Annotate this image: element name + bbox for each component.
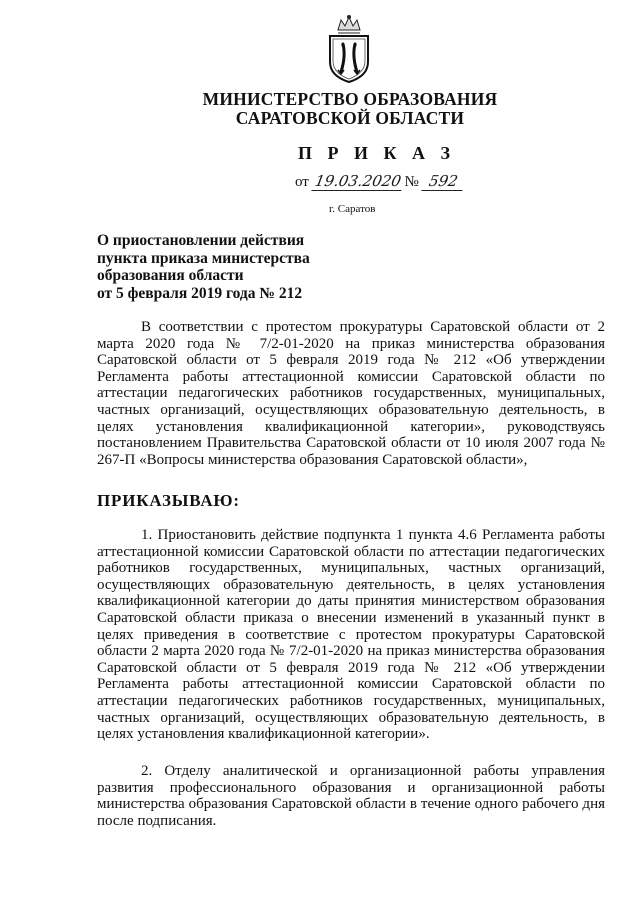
preamble-paragraph: В соответствии с протестом прокуратуры Саратовской области от 2 марта 2020 года № 7/2-01-2020 на приказ министерства образования Саратовской области от 5 февраля 2019 года № 212 «Об утверждении Регламента работы аттестационной комиссии Саратовской области по аттестации педагогических работников государственных, муниципальных, частных организаций, осуществляющих образовательную деятельность, в целях установления квалификационной категории», руководствуясь постановлением Правительства Саратовской области от 10 июля 2007 года № 267-П «Вопросы министерства образования Саратовской области»,	[97, 319, 605, 468]
subject-line: от 5 февраля 2019 года № 212	[97, 284, 303, 302]
document-type-title: П Р И К А З	[298, 143, 456, 163]
date-prefix: от	[295, 174, 309, 190]
handwritten-date: 19.03.2020	[311, 172, 404, 191]
number-prefix: №	[404, 174, 419, 190]
order-item-1: 1. Приостановить действие подпункта 1 пункта 4.6 Регламента работы аттестационной комиссии Саратовской области по аттестации педагогических работников государственных, муниципальных, частных организаций, осуществляющих образовательную деятельность, в целях установления квалификационной категории до даты принятия министерством образования Саратовской области приказа о внесении изменений в указанный пункт в целях приведения в соответствие с протестом прокуратуры Саратовской области 2 марта 2020 года № 7/2-01-2020 на приказ министерства образования Саратовской области от 5 февраля 2019 года № 212 «Об утверждении Регламента работы аттестационной комиссии Саратовской области по аттестации педагогических работников государственных, муниципальных, частных организаций, осуществляющих образовательную деятельность, в целях установления квалификационной категории».	[97, 527, 605, 743]
ministry-name-line2: САРАТОВСКОЙ ОБЛАСТИ	[235, 108, 465, 128]
order-subject	[97, 232, 357, 302]
subject-line: образования области	[97, 267, 244, 284]
command-heading: ПРИКАЗЫВАЮ:	[97, 491, 240, 510]
subject-line: пункта приказа министерства	[97, 249, 310, 267]
order-item-2: 2. Отделу аналитической и организационной работы управления развития профессионального образования и организационной работы министерства образования Саратовской области в течение одного рабочего дня после подписания.	[97, 763, 605, 829]
subject-line: О приостановлении действия	[97, 232, 305, 249]
ministry-name-line1: МИНИСТЕРСТВО ОБРАЗОВАНИЯ	[202, 89, 498, 109]
order-date-number-line	[295, 172, 463, 191]
handwritten-number: 592	[421, 172, 465, 191]
city-label: г. Саратов	[329, 203, 376, 215]
coat-of-arms-icon	[324, 14, 374, 84]
